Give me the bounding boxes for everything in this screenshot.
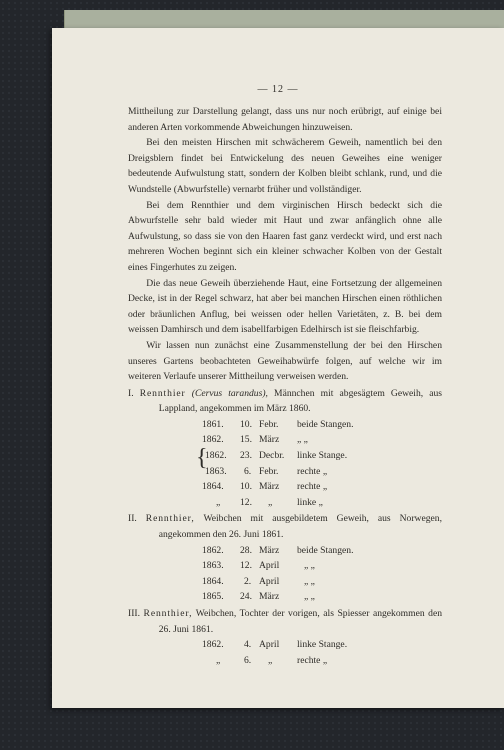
row-text: linke Stange. bbox=[297, 450, 348, 462]
row-day: 28. bbox=[240, 544, 252, 556]
document-page bbox=[52, 28, 504, 708]
row-text: beide Stangen. bbox=[297, 418, 354, 430]
row-day: 6. bbox=[244, 465, 252, 477]
entry-row bbox=[128, 558, 442, 574]
row-text: „ „ bbox=[304, 591, 315, 603]
row-month: Decbr. bbox=[259, 450, 285, 462]
row-text: rechte „ bbox=[297, 654, 328, 666]
row-day: 24. bbox=[240, 591, 252, 603]
row-month: April bbox=[259, 575, 280, 587]
row-text: rechte „ bbox=[297, 465, 328, 477]
entry-latin: (Cervus tarandus), bbox=[191, 387, 268, 399]
entry-description: Männchen mit abgesägtem Geweih, aus Lappland, angekommen im März 1860. bbox=[158, 387, 443, 415]
row-year: „ bbox=[216, 654, 221, 666]
row-month: April bbox=[259, 639, 280, 651]
row-day: 23. bbox=[240, 450, 252, 462]
row-year: 1862. bbox=[205, 450, 227, 462]
entry-row bbox=[128, 543, 442, 559]
entry-name: Rennthier, bbox=[145, 513, 195, 525]
entry bbox=[128, 386, 442, 511]
row-text: „ „ bbox=[304, 560, 315, 572]
row-month: „ bbox=[268, 496, 273, 508]
row-text: linke „ bbox=[297, 496, 323, 508]
row-month: Febr. bbox=[259, 418, 279, 430]
entry-row bbox=[128, 653, 442, 669]
entry bbox=[128, 511, 442, 605]
entry-row bbox=[128, 589, 442, 605]
entry-heading bbox=[128, 511, 442, 542]
entry-numeral: III. bbox=[128, 608, 140, 619]
row-month: März bbox=[259, 434, 280, 446]
row-day: 10. bbox=[240, 481, 252, 493]
row-day: 2. bbox=[244, 575, 252, 587]
row-text: „ „ bbox=[297, 434, 308, 446]
entry-numeral: I. bbox=[128, 387, 134, 399]
entry-row bbox=[128, 464, 442, 480]
entry-name: Rennthier, bbox=[143, 608, 193, 619]
entry-row bbox=[128, 637, 442, 653]
row-year: 1864. bbox=[202, 575, 224, 587]
row-day: 6. bbox=[244, 654, 252, 666]
entry-row bbox=[128, 479, 442, 495]
entry-row bbox=[128, 432, 442, 448]
row-month: Febr. bbox=[259, 465, 279, 477]
entry bbox=[128, 606, 442, 668]
row-day: 12. bbox=[240, 496, 252, 508]
row-month: März bbox=[259, 544, 280, 556]
row-text: linke Stange. bbox=[297, 639, 348, 651]
entry-description: Weibchen mit ausgebildetem Geweih, aus Norwegen, angekommen den 26. Juni 1861. bbox=[158, 513, 442, 541]
entry-row bbox=[128, 495, 442, 511]
row-text: rechte „ bbox=[297, 481, 328, 493]
row-day: 10. bbox=[240, 418, 252, 430]
paragraph: Mittheilung zur Darstellung gelangt, dass uns nur noch erübrigt, auf einige bei anderen Arten vorkommende Abweichungen hinzuweisen. bbox=[128, 106, 442, 133]
entry-name: Rennthier bbox=[139, 387, 186, 399]
paragraph: Die das neue Geweih überziehende Haut, eine Fortsetzung der allgemeinen Decke, ist in der Regel schwarz, hat aber bei manchen Hirschen einen röthlichen oder bräunlichen Anflug, bei weissen oder hellen Varietäten, z. B. bei dem weissen Damhirsch und dem isabellfarbigen Edelhirsch ist sie fleischfarbig. bbox=[128, 277, 442, 336]
row-year: 1861. bbox=[202, 418, 224, 430]
row-year: 1865. bbox=[202, 591, 224, 603]
row-year: 1863. bbox=[205, 465, 227, 477]
paragraph: Bei den meisten Hirschen mit schwächerem Geweih, namentlich bei den Dreigsblern findet bei Entwickelung des neuen Geweihes eine weniger bedeutende Aufwulstung statt, sondern der Kolben bleibt schlank, rund, und die Wundstelle (Abwurfstelle) vernarbt früher und vollständiger. bbox=[128, 137, 442, 195]
entry-numeral: II. bbox=[128, 513, 137, 525]
entry-row bbox=[128, 417, 442, 433]
row-year: 1863. bbox=[202, 560, 224, 572]
page-body bbox=[128, 104, 442, 668]
row-year: 1862. bbox=[202, 639, 224, 651]
row-day: 12. bbox=[240, 560, 252, 572]
entry-description: Weibchen, Tochter der vorigen, als Spiesser angekommen den 26. Juni 1861. bbox=[158, 608, 442, 635]
row-text: „ „ bbox=[304, 575, 315, 587]
row-year: 1864. bbox=[202, 481, 224, 493]
row-year: 1862. bbox=[202, 434, 224, 446]
paragraph: Wir lassen nun zunächst eine Zusammenstellung der bei den Hirschen unseres Gartens beobachteten Geweihabwürfe folgen, auf welche wir im weiteren Verlaufe unserer Mittheilung verweisen werden. bbox=[128, 339, 442, 383]
row-month: März bbox=[259, 481, 280, 493]
row-text: beide Stangen. bbox=[297, 544, 354, 556]
row-month: April bbox=[259, 560, 280, 572]
brace: { bbox=[196, 445, 208, 472]
row-year: „ bbox=[216, 496, 221, 508]
row-month: März bbox=[259, 591, 280, 603]
page-number: — 12 — bbox=[257, 84, 299, 95]
row-month: „ bbox=[268, 654, 273, 666]
entry-heading bbox=[128, 606, 442, 637]
row-day: 4. bbox=[244, 639, 252, 651]
paragraph: Bei dem Rennthier und dem virginischen Hirsch bedeckt sich die Abwurfstelle sehr bald wieder mit Haut und zwar anfänglich ohne alle Aufwulstung, so dass sie von den Haaren fast ganz verdeckt wird, und erst nach mehreren Wochen beginnt sich ein kleiner schwacher Kolben von der Gestalt eines Fingerhutes zu zeigen. bbox=[128, 199, 442, 273]
row-day: 15. bbox=[240, 434, 252, 446]
entry-heading bbox=[128, 386, 442, 417]
entry-row bbox=[128, 574, 442, 590]
row-year: 1862. bbox=[202, 544, 224, 556]
